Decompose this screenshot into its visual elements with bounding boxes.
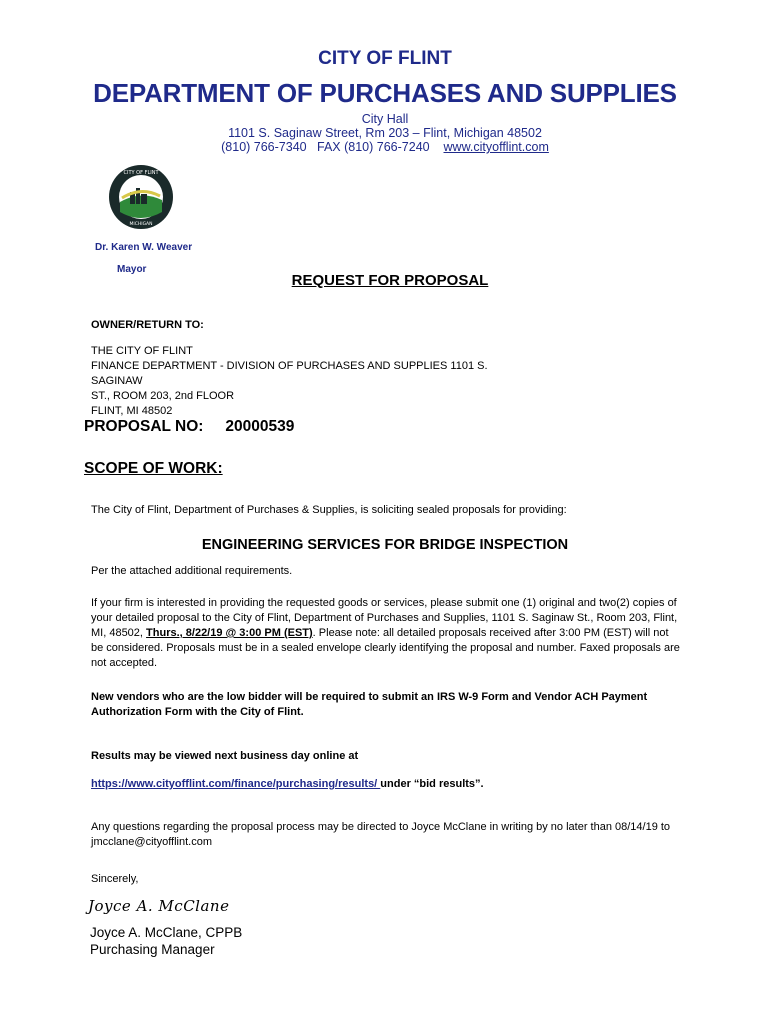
proposal-number-line (84, 418, 294, 436)
contact-line (0, 140, 770, 154)
proposal-label: PROPOSAL NO: (84, 418, 204, 435)
solicit-text: The City of Flint, Department of Purchases & Supplies, is soliciting sealed proposals for providing: (91, 504, 567, 516)
submission-paragraph (91, 596, 681, 671)
submission-text: If your firm is interested in providing the requested goods or services, please submit one (1) original and two(2) copies of your detailed proposal to the City of Flint, Department of Purchases and Supplies, 1101 S. Saginaw St., Room 203, Flint, MI, 48502, (91, 597, 678, 639)
results-link-line (91, 777, 484, 792)
requirements-note: Per the attached additional requirements. (91, 565, 293, 577)
signer-name: Joyce A. McClane, CPPB (90, 925, 243, 940)
rfp-title: REQUEST FOR PROPOSAL (291, 272, 489, 289)
proposal-number: 20000539 (225, 418, 295, 435)
owner-label: OWNER/RETURN TO: (91, 319, 204, 331)
questions-paragraph: Any questions regarding the proposal process may be directed to Joyce McClane in writing by no later than 08/14/19 to jmcclane@cityofflint.com (91, 821, 671, 848)
owner-line: ST., ROOM 203, 2nd FLOOR (91, 390, 235, 402)
signer-block (90, 924, 242, 958)
service-title: ENGINEERING SERVICES FOR BRIDGE INSPECTION (201, 537, 569, 553)
closing: Sincerely, (91, 873, 139, 885)
signer-title: Purchasing Manager (90, 942, 215, 957)
owner-line: FINANCE DEPARTMENT - DIVISION OF PURCHASES AND SUPPLIES 1101 S. SAGINAW (91, 360, 488, 387)
owner-line: FLINT, MI 48502 (91, 405, 173, 417)
mayor-title: Mayor (117, 264, 147, 275)
submission-text-cont: . Please note: all detailed proposals received after 3:00 PM (EST) will not be considered. Proposals must be in a sealed envelope clearly identifying the proposal and number. Faxed proposals are not accepted. (91, 627, 680, 669)
mayor-name: Dr. Karen W. Weaver (95, 242, 193, 253)
scope-heading: SCOPE OF WORK: (84, 460, 223, 477)
svg-text:CITY OF FLINT: CITY OF FLINT (123, 170, 159, 176)
city-seal-logo (108, 164, 174, 230)
owner-address (91, 344, 541, 419)
city-hall-line: City Hall (361, 112, 409, 126)
svg-text:MICHIGAN: MICHIGAN (129, 222, 153, 227)
owner-line: THE CITY OF FLINT (91, 345, 193, 357)
street-address: 1101 S. Saginaw Street, Rm 203 – Flint, Michigan 48502 (228, 126, 542, 140)
department-heading: DEPARTMENT OF PURCHASES AND SUPPLIES (93, 78, 677, 108)
new-vendor-notice: New vendors who are the low bidder will be required to submit an IRS W-9 Form and Vendor ACH Payment Authorization Form with the City of Flint. (91, 691, 648, 718)
results-text: Results may be viewed next business day online at (91, 750, 359, 762)
phone-fax: (810) 766-7340 FAX (810) 766-7240 (221, 140, 430, 154)
deadline: Thurs., 8/22/19 @ 3:00 PM (EST) (146, 627, 313, 639)
results-suffix: under “bid results”. (380, 778, 484, 790)
results-link[interactable]: https://www.cityofflint.com/finance/purchasing/results/ (91, 778, 381, 790)
website-link[interactable]: www.cityofflint.com (443, 140, 549, 154)
city-heading: CITY OF FLINT (318, 48, 452, 69)
handwritten-signature: Joyce A. McClane (88, 897, 230, 915)
